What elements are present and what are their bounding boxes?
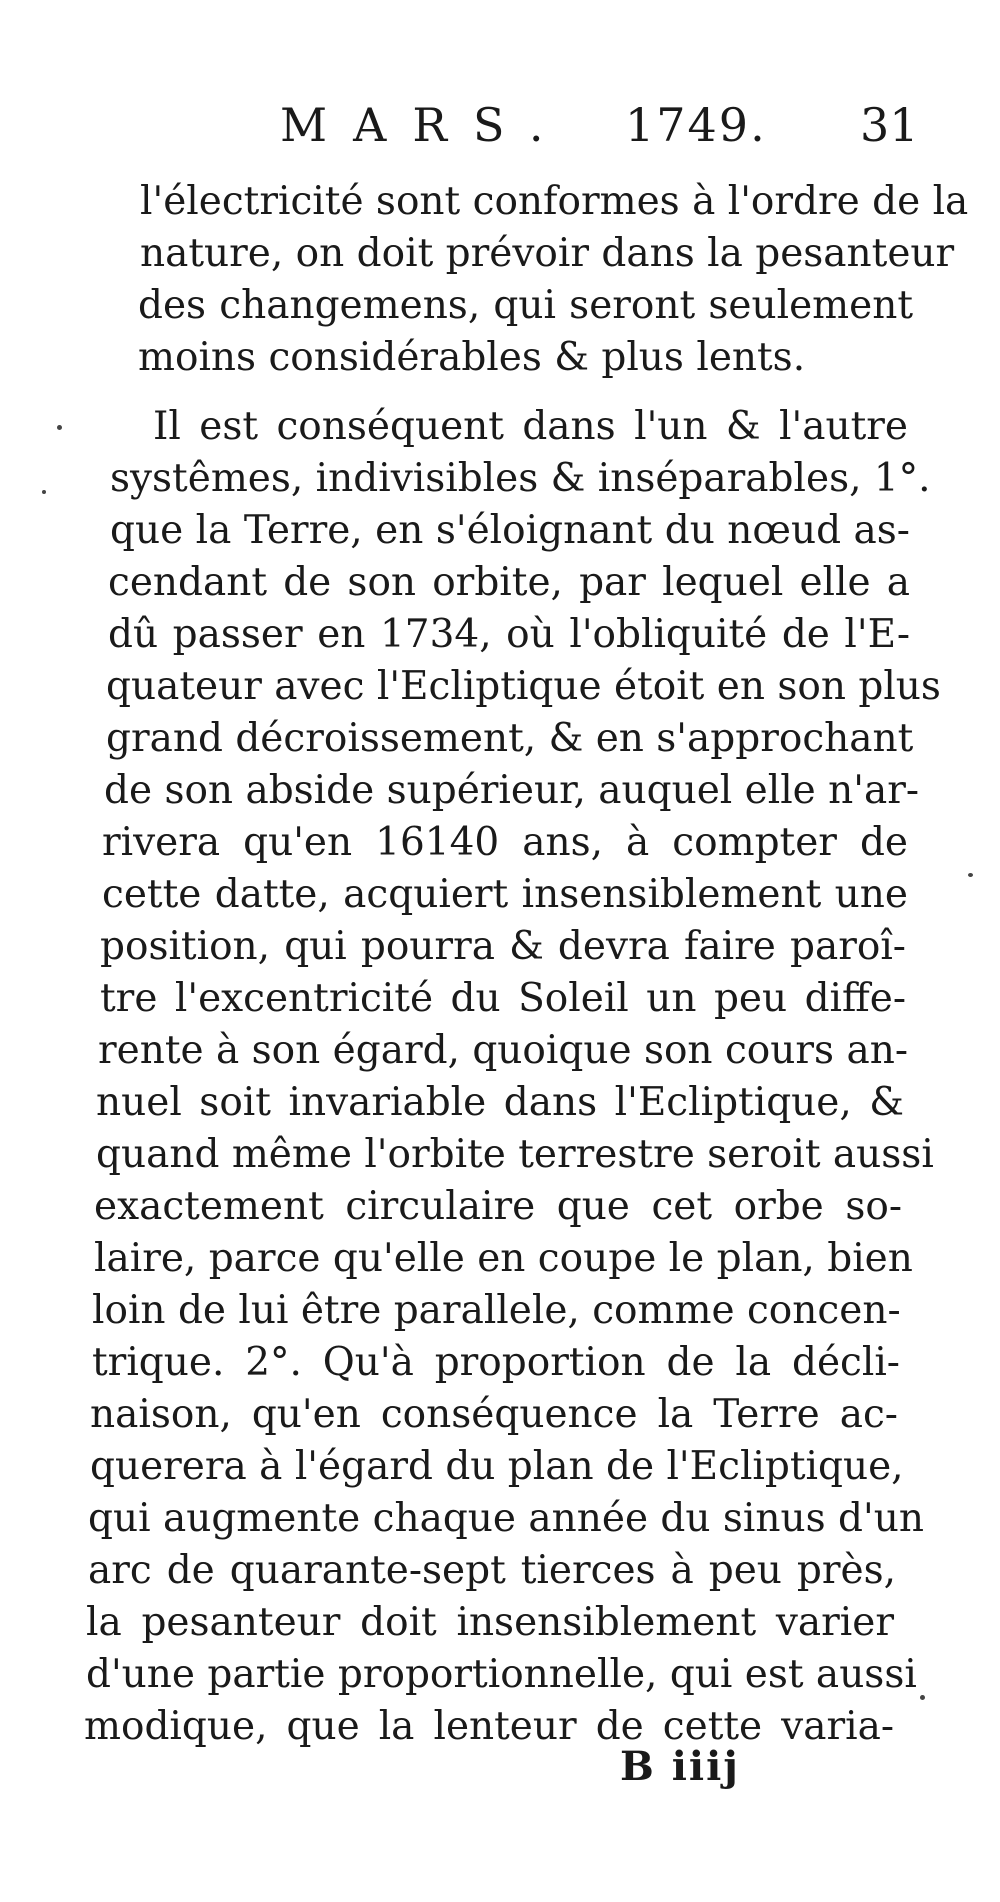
text-line: position, qui pourra & devra faire paroî- xyxy=(100,924,906,969)
text-line: la pesanteur doit insensiblement varier xyxy=(86,1600,894,1645)
signature-mark: B iiij xyxy=(620,1743,740,1790)
text-line: que la Terre, en s'éloignant du nœud as- xyxy=(110,508,910,553)
ink-speck xyxy=(57,425,62,430)
text-line: de son abside supérieur, auquel elle n'ar- xyxy=(104,768,920,813)
ink-speck xyxy=(42,490,46,494)
text-line: nature, on doit prévoir dans la pesanteur xyxy=(140,231,955,276)
header-year: 1749. xyxy=(625,98,767,152)
text-line: modique, que la lenteur de cette varia- xyxy=(84,1704,894,1749)
text-line: grand décroissement, & en s'approchant xyxy=(106,716,914,761)
text-line: moins considérables & plus lents. xyxy=(138,335,806,380)
running-title: MARS. xyxy=(280,98,570,152)
text-line: exactement circulaire que cet orbe so- xyxy=(94,1184,902,1229)
text-line: tre l'excentricité du Soleil un peu diffe- xyxy=(100,976,906,1021)
text-line: naison, qu'en conséquence la Terre ac- xyxy=(90,1392,898,1437)
text-line: Il est conséquent dans l'un & l'autre xyxy=(153,404,908,449)
text-line: rivera qu'en 16140 ans, à compter de xyxy=(102,820,908,865)
text-line: querera à l'égard du plan de l'Ecliptique, xyxy=(90,1444,904,1489)
text-line: qui augmente chaque année du sinus d'un xyxy=(88,1496,924,1541)
page-header xyxy=(0,95,1000,165)
text-line: laire, parce qu'elle en coupe le plan, bien xyxy=(94,1236,913,1281)
text-line: arc de quarante-sept tierces à peu près, xyxy=(88,1548,896,1593)
text-line: d'une partie proportionnelle, qui est aussi xyxy=(86,1652,917,1697)
page-number: 31 xyxy=(860,98,919,152)
text-line: cendant de son orbite, par lequel elle a xyxy=(108,560,910,605)
text-line: quand même l'orbite terrestre seroit aussi xyxy=(96,1132,934,1177)
text-line: systêmes, indivisibles & inséparables, 1°. xyxy=(110,456,931,501)
text-line: l'électricité sont conformes à l'ordre de la xyxy=(140,179,969,224)
text-line: quateur avec l'Ecliptique étoit en son plus xyxy=(106,664,941,709)
text-line: cette datte, acquiert insensiblement une xyxy=(102,872,908,917)
ink-speck xyxy=(920,1695,925,1700)
text-line: dû passer en 1734, où l'obliquité de l'E- xyxy=(108,612,910,657)
text-line: loin de lui être parallele, comme concen- xyxy=(92,1288,901,1333)
text-line: rente à son égard, quoique son cours an- xyxy=(98,1028,908,1073)
ink-speck xyxy=(968,873,973,877)
text-line: trique. 2°. Qu'à proportion de la décli- xyxy=(92,1340,900,1385)
text-line: des changemens, qui seront seulement xyxy=(138,283,913,328)
text-line: nuel soit invariable dans l'Ecliptique, & xyxy=(96,1080,904,1125)
